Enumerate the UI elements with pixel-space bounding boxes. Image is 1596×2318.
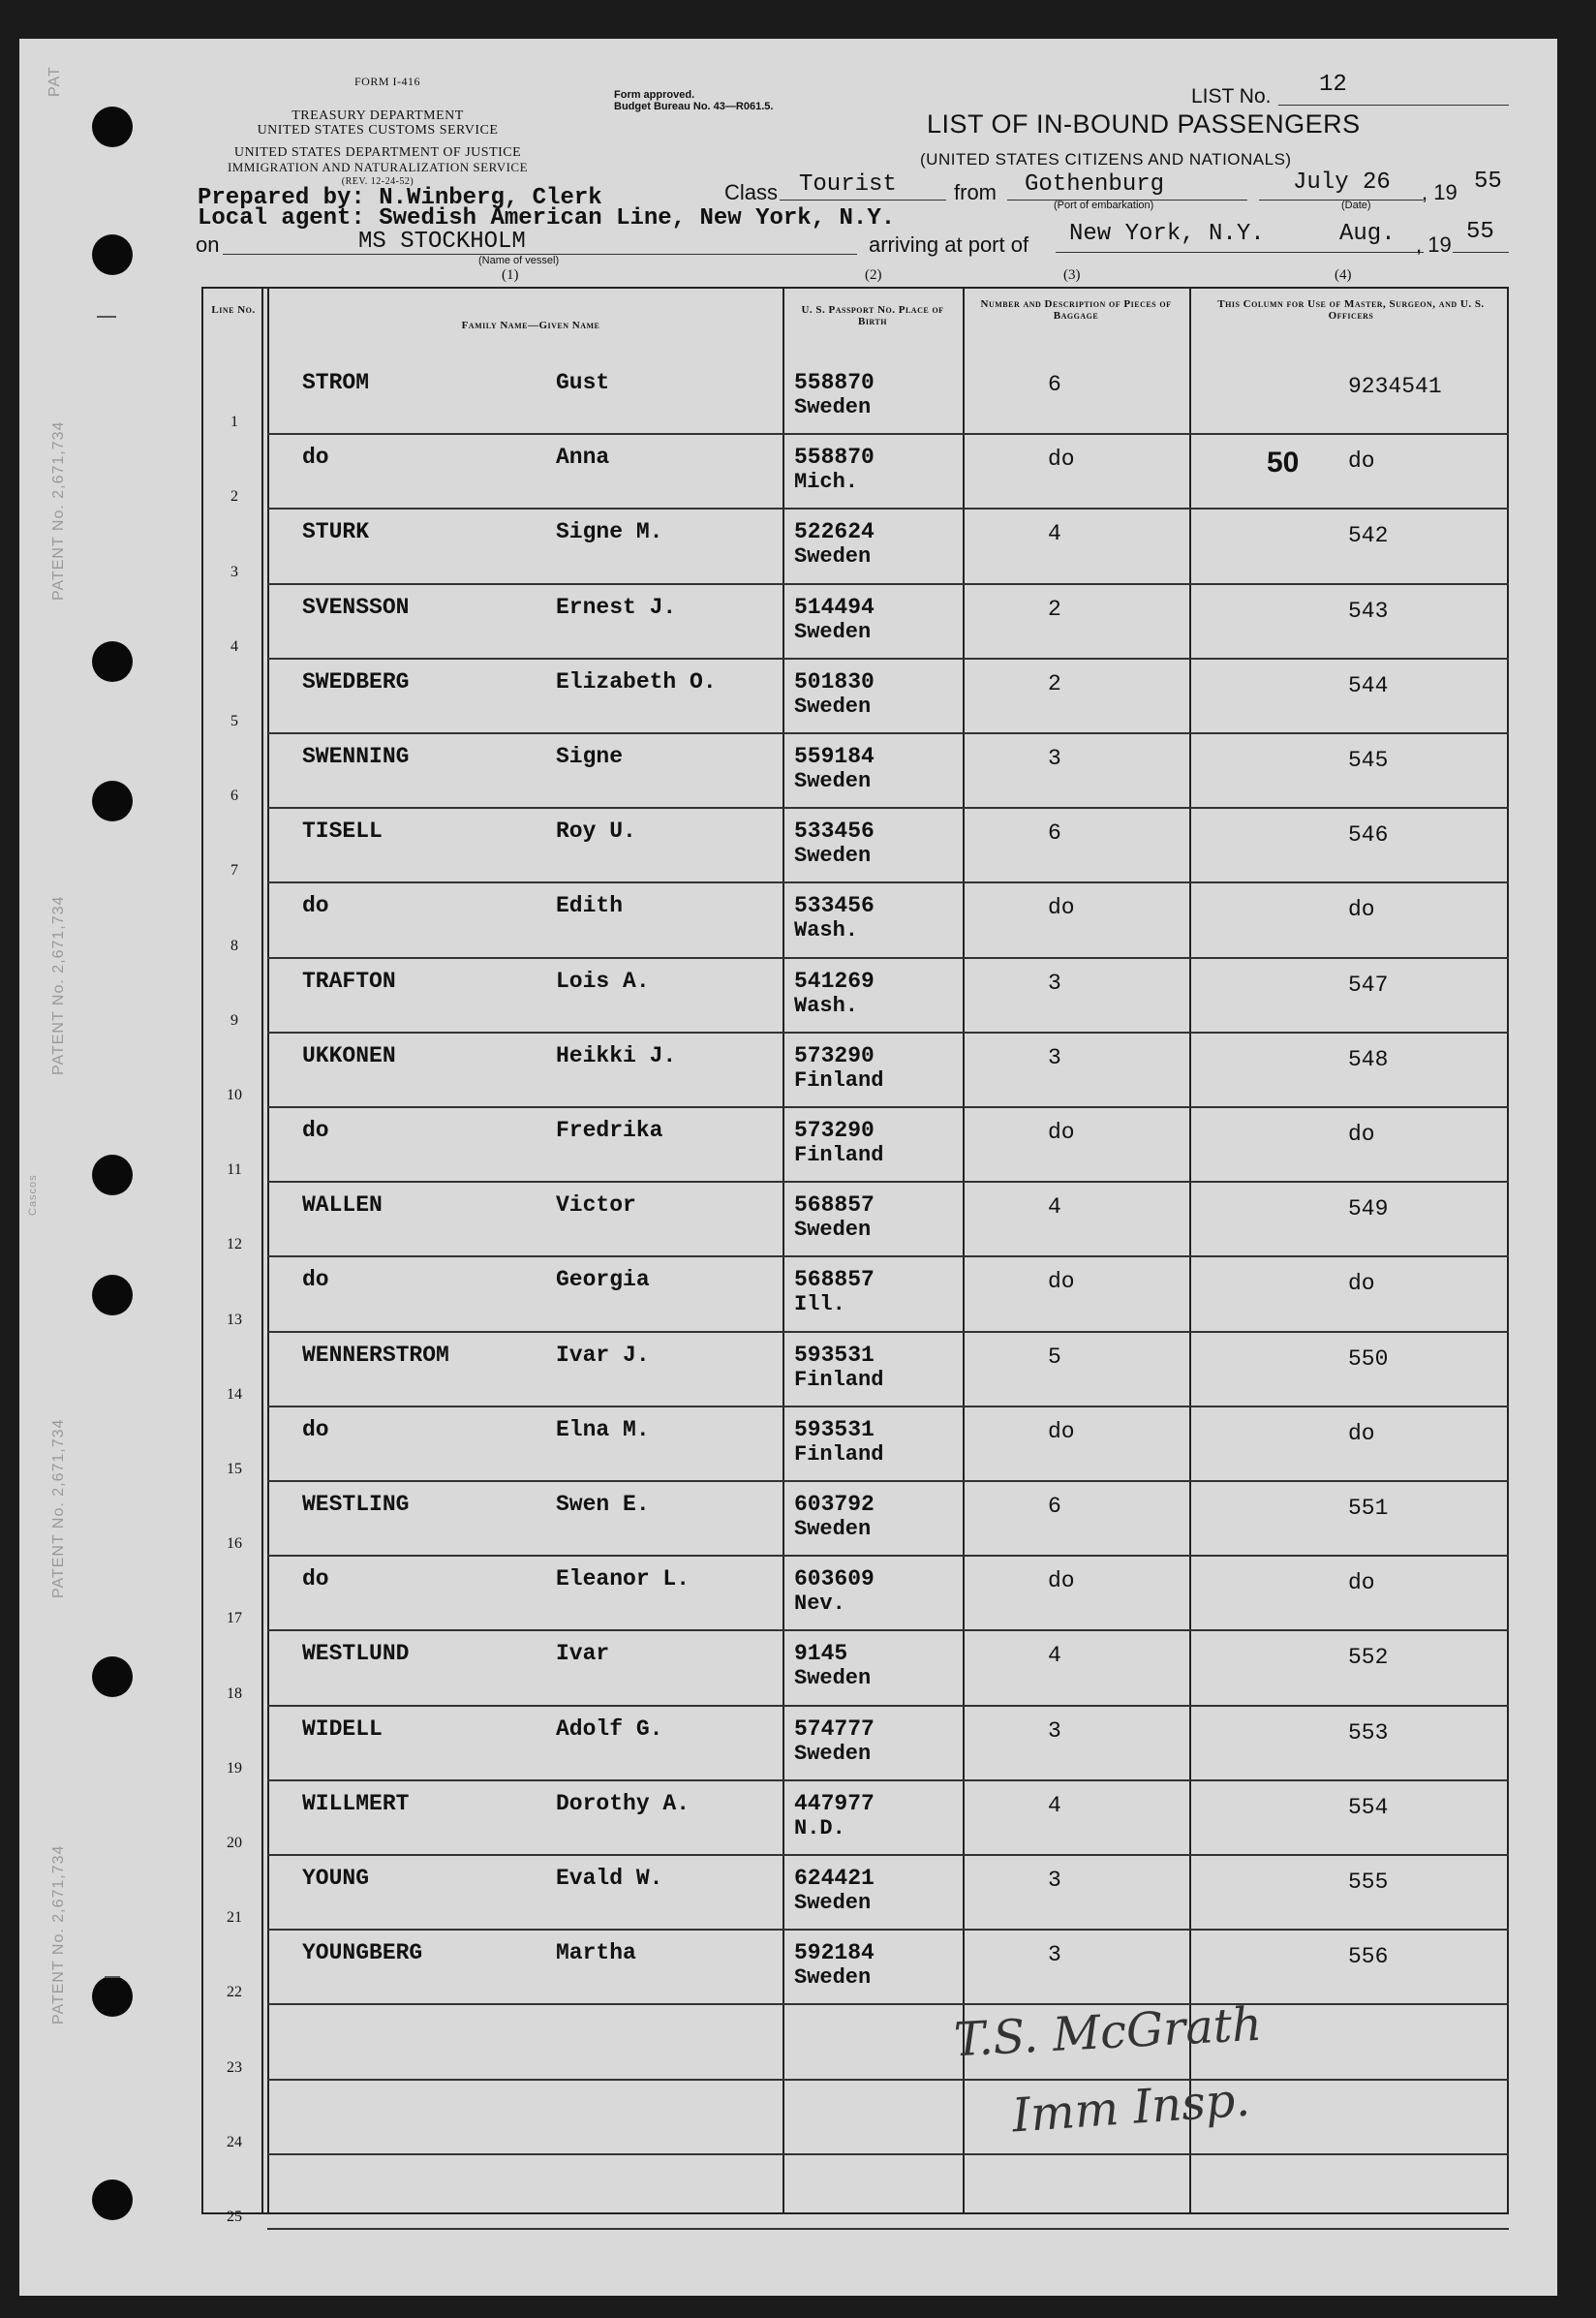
officer-entry: 552 [1348,1645,1389,1671]
baggage-count: do [1048,1120,1075,1145]
given-name: Adolf G. [556,1715,663,1742]
officer-entry: 554 [1348,1794,1389,1820]
place-of-birth: Sweden [794,1218,872,1243]
page-title: LIST OF IN-BOUND PASSENGERS [927,109,1361,139]
line-number: 4 [230,637,238,655]
passport-number: 522624 [794,519,875,545]
officer-entry: do [1348,1271,1375,1297]
family-name: TISELL [302,819,383,845]
given-name: Elizabeth O. [556,668,717,695]
table-row [201,881,1509,956]
passport-number: 573290 [794,1118,875,1143]
place-of-birth: Sweden [794,395,872,419]
place-of-birth: Finland [794,1441,884,1467]
family-name: UKKONEN [302,1042,396,1068]
line-number: 14 [227,1385,242,1403]
place-of-birth: Sweden [794,1666,872,1691]
place-of-birth: Finland [794,1143,884,1167]
baggage-count: 2 [1048,596,1061,622]
table-row [201,508,1509,582]
column-number: (2) [865,267,882,283]
margin-tick [105,1976,120,1978]
margin-tick [97,316,116,318]
line-number: 13 [227,1311,242,1328]
line-number: 20 [227,1834,242,1851]
family-name: WESTLUND [302,1641,410,1667]
table-row [201,583,1509,658]
departure-year: 55 [1474,169,1502,195]
form-number: FORM I-416 [353,75,420,88]
family-name: STURK [302,519,370,545]
given-name: Heikki J. [556,1042,677,1068]
family-name: do [302,893,329,919]
baggage-count: do [1048,895,1075,921]
table-row [201,2153,1509,2228]
baggage-count: 3 [1048,1044,1061,1070]
baggage-count: do [1048,1568,1075,1594]
officer-entry: 551 [1348,1496,1389,1521]
line-number: 10 [227,1086,242,1103]
local-agent: Local agent: Swedish American Line, New York, N.Y. [198,205,896,232]
officer-entry: 548 [1348,1046,1389,1072]
arriving-label: arriving at port of [869,232,1029,257]
header-officers: This Column for Use of Master, Surgeon, and U. S. Officers [1217,298,1485,322]
given-name: Georgia [556,1267,650,1293]
year-prefix: , 19 [1422,180,1458,204]
baggage-count: 6 [1048,1494,1061,1519]
baggage-count: 4 [1048,1792,1061,1818]
line-number: 6 [230,788,238,805]
passport-number: 624421 [794,1866,875,1891]
baggage-count: 3 [1048,970,1061,996]
budget-bureau: Budget Bureau No. 43—R061.5. [614,101,774,112]
passport-number: 533456 [794,819,875,845]
officer-entry: 547 [1348,972,1389,998]
table-row [201,1705,1509,1779]
family-name: WIDELL [302,1715,383,1742]
place-of-birth: Sweden [794,1965,872,1991]
page-subtitle: (UNITED STATES CITIZENS AND NATIONALS) [920,150,1292,169]
port-of-embarkation: Gothenburg [1025,171,1165,198]
officer-entry: 556 [1348,1944,1389,1970]
place-of-birth: Sweden [794,1891,872,1915]
baggage-count: 3 [1048,746,1061,771]
family-name: WESTLING [302,1492,410,1517]
line-number: 3 [230,563,238,580]
punch-hole [92,1275,133,1315]
officer-title: Imm Insp. [1010,2072,1252,2144]
baggage-count: do [1048,1418,1075,1444]
table-row [201,358,1509,433]
punch-hole [92,781,133,821]
given-name: Lois A. [556,968,650,994]
family-name: WALLEN [302,1192,383,1219]
family-name: do [302,1118,329,1143]
baggage-count: 3 [1048,1717,1061,1744]
given-name: Roy U. [556,819,636,845]
line-number: 16 [227,1535,242,1553]
table-row [201,732,1509,807]
place-of-birth: Finland [794,1367,884,1392]
passport-number: 603792 [794,1492,875,1517]
passport-number: 593531 [794,1342,875,1368]
row-divider [267,2228,1509,2230]
passport-number: 514494 [794,594,875,620]
patent-stamp: PATENT No. 2,671,734 [50,1844,67,2024]
given-name: Eleanor L. [556,1566,691,1592]
officer-entry: do [1348,897,1375,923]
passenger-table [201,287,1509,2224]
line-number: 11 [227,1161,242,1179]
given-name: Edith [556,893,624,919]
line-number: 25 [227,2208,242,2225]
officer-entry: 545 [1348,748,1389,773]
arrival-port: New York, N.Y. [1069,221,1265,247]
side-mark-top: PAT [46,66,63,97]
line-number: 23 [227,2058,242,2076]
line-number: 5 [230,712,238,729]
line-number: 2 [230,488,238,506]
family-name: YOUNGBERG [302,1940,423,1966]
line-number: 18 [227,1684,242,1702]
form-revision: (REV. 12-24-52) [341,176,414,187]
officer-entry: 543 [1348,598,1389,624]
punch-hole [92,107,133,147]
baggage-count: 5 [1048,1344,1061,1370]
passport-number: 573290 [794,1042,875,1068]
table-row [201,1854,1509,1929]
family-name: WENNERSTROM [302,1342,449,1368]
on-label: on [196,232,220,257]
arrival-date: Aug. [1339,221,1396,247]
place-of-birth: Nev. [794,1592,845,1617]
table-row [201,1480,1509,1555]
punch-hole [92,234,133,275]
line-number: 8 [230,937,238,954]
officer-entry: do [1348,448,1375,475]
given-name: Ernest J. [556,594,677,620]
given-name: Signe [556,744,624,769]
baggage-count: 3 [1048,1942,1061,1968]
table-row [201,1255,1509,1330]
officer-entry: 555 [1348,1870,1389,1895]
vessel-name: MS STOCKHOLM [358,229,526,255]
baggage-count: 6 [1048,820,1061,847]
ins-service: IMMIGRATION AND NATURALIZATION SERVICE [227,160,529,174]
table-row [201,1629,1509,1704]
table-row [201,433,1509,508]
column-number: (4) [1335,267,1352,283]
given-name: Fredrika [556,1118,663,1143]
prepared-by: Prepared by: N.Winberg, Clerk [198,185,602,211]
passport-number: 541269 [794,968,875,994]
form-approved: Form approved. [614,89,695,101]
side-mark: Cascos [27,1174,39,1216]
line-number: 15 [227,1460,242,1477]
column-number: (3) [1063,267,1081,283]
baggage-count: do [1048,1269,1075,1295]
baggage-count: 6 [1048,372,1061,397]
family-name: SWENNING [302,744,410,769]
customs-service: UNITED STATES CUSTOMS SERVICE [257,123,499,138]
class-label: Class [724,180,779,204]
officer-entry: 546 [1348,822,1389,849]
date-caption: (Date) [1341,200,1371,211]
table-row [201,807,1509,881]
arrival-year: 55 [1466,219,1494,245]
port-caption: (Port of embarkation) [1054,200,1154,211]
line-number: 1 [230,414,238,431]
year-prefix: , 19 [1416,232,1452,257]
baggage-count: do [1048,447,1075,473]
table-row [201,1331,1509,1406]
officer-entry: 549 [1348,1196,1389,1222]
passport-number: 558870 [794,445,875,471]
family-name: WILLMERT [302,1790,410,1816]
passport-number: 533456 [794,893,875,919]
given-name: Ivar [556,1641,610,1667]
baggage-count: 3 [1048,1868,1061,1893]
punch-hole [92,1155,133,1195]
baggage-count: 4 [1048,1643,1061,1669]
patent-stamp: PATENT No. 2,671,734 [50,420,67,601]
officer-entry: 544 [1348,672,1389,698]
baggage-count: 4 [1048,1194,1061,1221]
place-of-birth: Sweden [794,1741,872,1766]
patent-stamp: PATENT No. 2,671,734 [50,1418,67,1598]
passport-number: 501830 [794,668,875,695]
given-name: Victor [556,1192,636,1219]
officer-entry: 542 [1348,523,1389,549]
passport-number: 574777 [794,1715,875,1742]
given-name: Martha [556,1940,636,1966]
place-of-birth: Mich. [794,470,859,495]
passport-number: 593531 [794,1416,875,1442]
passport-number: 568857 [794,1267,875,1293]
passport-number: 447977 [794,1790,875,1816]
line-number: 19 [227,1759,242,1777]
line-number: 21 [227,1909,242,1927]
officer-entry: 550 [1348,1345,1389,1372]
passport-number: 592184 [794,1940,875,1966]
table-row [201,1406,1509,1480]
passport-number: 558870 [794,370,875,395]
officer-entry: 9234541 [1348,374,1442,399]
line-number: 24 [227,2133,242,2150]
officer-entry: do [1348,1122,1375,1147]
passport-number: 559184 [794,744,875,769]
line-number: 22 [227,1984,242,2001]
officer-entry: 553 [1348,1719,1389,1746]
table-row [201,1779,1509,1854]
family-name: do [302,1566,329,1592]
given-name: Swen E. [556,1492,650,1517]
treasury-department: TREASURY DEPARTMENT [292,108,464,123]
given-name: Gust [556,370,610,395]
line-number: 17 [227,1610,242,1627]
officer-entry: do [1348,1570,1375,1596]
class-value: Tourist [799,171,897,198]
given-name: Dorothy A. [556,1790,691,1816]
place-of-birth: Sweden [794,769,872,793]
punch-hole [92,2179,133,2220]
table-row [201,2003,1509,2078]
place-of-birth: Sweden [794,619,872,644]
table-row [201,1032,1509,1106]
punch-hole [92,641,133,682]
table-row [201,1555,1509,1629]
table-row [201,1181,1509,1255]
place-of-birth: Wash. [794,993,859,1018]
given-name: Ivar J. [556,1342,650,1368]
given-name: Elna M. [556,1416,650,1442]
place-of-birth: Finland [794,1067,884,1093]
given-name: Signe M. [556,519,663,545]
list-no-label: LIST No. [1191,85,1272,108]
header-name: Family Name—Given Name [461,320,600,331]
passport-number: 568857 [794,1192,875,1219]
patent-stamp: PATENT No. 2,671,734 [50,895,67,1075]
place-of-birth: Wash. [794,918,859,943]
family-name: do [302,1416,329,1442]
family-name: SVENSSON [302,594,410,620]
given-name: Anna [556,445,610,471]
table-row [201,2079,1509,2153]
passport-number: 9145 [794,1641,848,1667]
place-of-birth: Sweden [794,544,872,570]
table-row [201,658,1509,732]
officer-note: 50 [1267,447,1300,479]
family-name: TRAFTON [302,968,396,994]
justice-department: UNITED STATES DEPARTMENT OF JUSTICE [233,145,522,160]
header-line-no: Line No. [211,304,256,316]
header-passport: U. S. Passport No. Place of Birth [801,304,944,327]
place-of-birth: Sweden [794,1517,872,1541]
punch-hole [92,1976,133,2017]
table-row [201,1929,1509,2003]
place-of-birth: Sweden [794,844,872,869]
given-name: Evald W. [556,1866,663,1891]
family-name: do [302,1267,329,1293]
line-number: 7 [230,862,238,880]
table-row [201,957,1509,1032]
baggage-count: 4 [1048,521,1061,547]
departure-date: July 26 [1293,170,1391,196]
from-label: from [954,180,997,204]
passport-number: 603609 [794,1566,875,1592]
punch-hole [92,1656,133,1697]
family-name: do [302,445,329,471]
place-of-birth: Ill. [794,1292,845,1317]
vessel-caption: (Name of vessel) [478,255,560,266]
line-number: 9 [230,1011,238,1029]
family-name: STROM [302,370,370,395]
officer-entry: do [1348,1420,1375,1446]
baggage-count: 2 [1048,670,1061,696]
line-number: 12 [227,1236,242,1253]
place-of-birth: Sweden [794,694,872,719]
table-row [201,1106,1509,1181]
place-of-birth: N.D. [794,1815,845,1840]
family-name: SWEDBERG [302,668,410,695]
officer-signature: T.S. McGrath [952,1996,1264,2068]
header-baggage: Number and Description of Pieces of Baggage [980,298,1172,322]
family-name: YOUNG [302,1866,370,1891]
list-number: 12 [1319,72,1347,98]
column-number: (1) [502,267,519,283]
